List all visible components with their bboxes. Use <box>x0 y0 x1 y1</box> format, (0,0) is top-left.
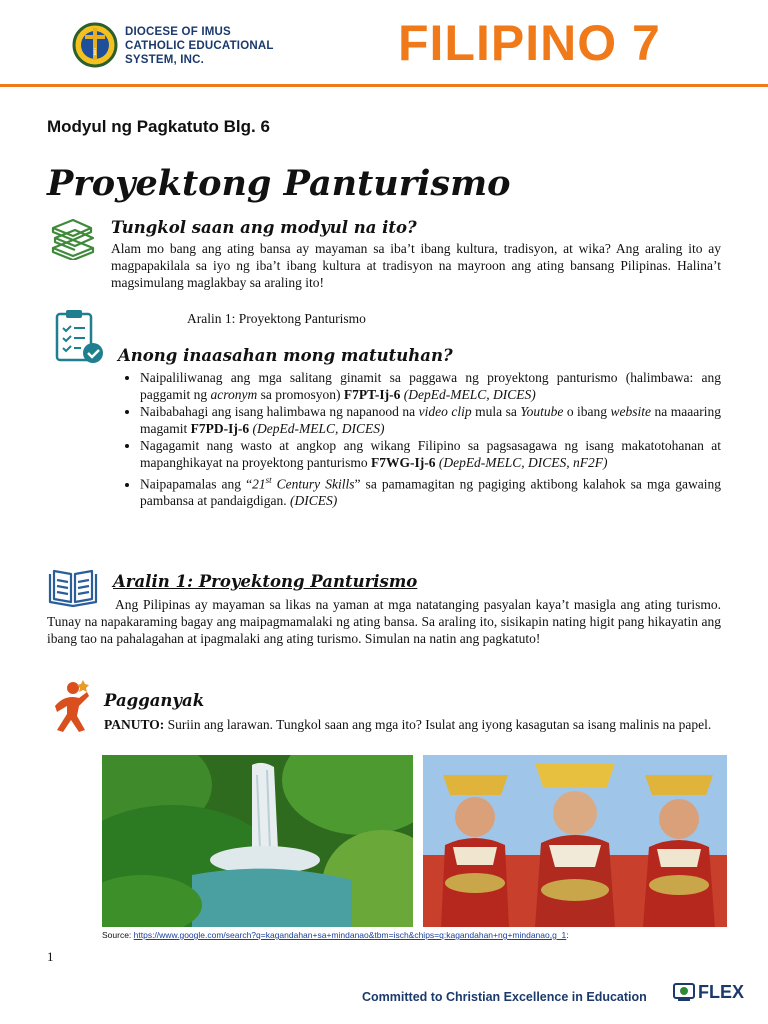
lesson-list-item: Aralin 1: Proyektong Panturismo <box>187 311 366 326</box>
flex-logo <box>672 974 752 1008</box>
footer-tagline: Committed to Christian Excellence in Education <box>362 990 647 1004</box>
motivation-text <box>104 716 721 733</box>
module-title: Proyektong Panturismo <box>47 163 511 204</box>
festival-dancers-photo <box>423 755 727 927</box>
header-divider <box>0 84 768 87</box>
page-number: 1 <box>47 949 54 964</box>
about-text: Alam mo bang ang ating bansa ay mayaman sa iba’t ibang kultura, tradisyon, at wika? Ang araling ito ay magpapakilala sa iyo ng iba’t ibang kultura at tradisyon na mayroon ang ating bansang Pilipinas. Halina’t magsimulang maglakbay sa araling ito! <box>111 241 721 290</box>
lesson-text: Ang Pilipinas ay mayaman sa likas na yaman at mga natatanging pasyalan kaya’t masigla ang ating turismo. Tunay na napakaraming bagay ang maipagmamalaki ng ating bansa. Sa araling ito, sisikapin nating higit pang hikayatin ang ibang tao na pahalagahan at ipagmalaki ang ating turismo. Simulan na natin ang pagkatuto! <box>47 597 721 646</box>
clipboard-check-icon <box>53 308 105 364</box>
org-line-2: CATHOLIC EDUCATIONAL <box>125 40 274 52</box>
objective-item: • Naipapamalas ang “21st Century Skills” sa pamamagitan ng pagiging aktibong kalahok sa mga gawaing pambansa at pandaigdigan. (DICES) <box>140 472 721 510</box>
person-star-icon <box>45 678 95 734</box>
instruction-text: Suriin ang larawan. Tungkol saan ang mga ito? Isulat ang iyong kasagutan sa isang malinis na papel. <box>164 717 712 732</box>
objectives-heading: Anong inaasahan mong matutuhan? <box>118 346 453 365</box>
organization-name <box>125 25 274 67</box>
motivation-heading: Pagganyak <box>104 691 205 710</box>
diocese-logo <box>72 22 118 68</box>
module-number: Modyul ng Pagkatuto Blg. 6 <box>47 117 270 136</box>
image-source: Source: https://www.google.com/search?q=kagandahan+sa+mindanao&tbm=isch&chips=q:kagandahan+ng+mindanao,g_1: <box>102 930 569 940</box>
objective-item: • Naipaliliwanag ang mga salitang ginamit sa paggawa ng proyektong panturismo (halimbawa: ang paggamit ng acronym sa promosyon) F7PT-Ij-6 (DepEd-MELC, DICES) <box>140 370 721 403</box>
org-line-1: DIOCESE OF IMUS <box>125 26 231 38</box>
flex-logo-text: FLEX <box>698 982 745 1002</box>
source-link[interactable]: https://www.google.com/search?q=kagandahan+sa+mindanao&tbm=isch&chips=q:kagandahan+ng+mindanao,g_1 <box>133 930 567 940</box>
subject-title: FILIPINO 7 <box>398 15 661 71</box>
waterfall-photo <box>102 755 413 927</box>
instruction-label: PANUTO: <box>104 717 165 732</box>
about-heading: Tungkol saan ang modyul na ito? <box>111 218 417 237</box>
org-line-3: SYSTEM, INC. <box>125 54 205 66</box>
books-icon <box>47 218 97 260</box>
objectives-list <box>118 370 721 511</box>
objective-item: • Naibabahagi ang isang halimbawa ng napanood na video clip mula sa Youtube o ibang website na maaaring magamit F7PD-Ij-6 (DepEd-MELC, DICES) <box>140 404 721 437</box>
svg-text:i: i <box>93 46 97 58</box>
lesson-heading: Aralin 1: Proyektong Panturismo <box>113 572 418 591</box>
objective-item: • Nagagamit nang wasto at angkop ang wikang Filipino sa pagsasagawa ng isang makatotohanan at mapanghikayat na proyektong panturismo F7WG-Ij-6 (DepEd-MELC, DICES, nF2F) <box>140 438 721 471</box>
